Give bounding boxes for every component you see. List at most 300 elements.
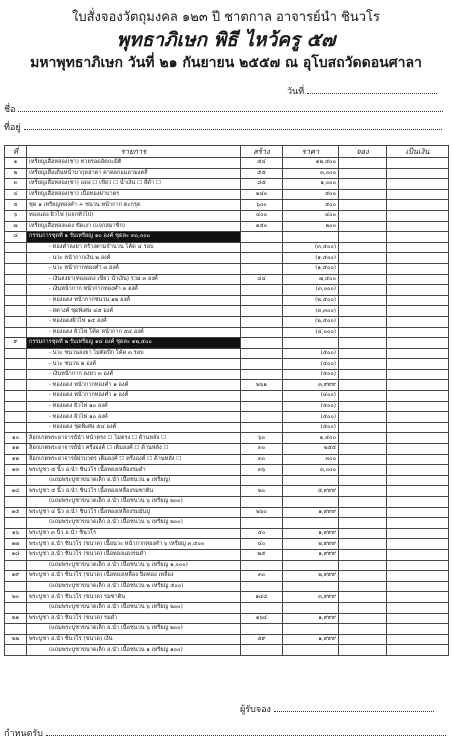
cell-price: (๒,๕๐๐) xyxy=(283,295,339,306)
cell-amount-input[interactable] xyxy=(387,210,449,221)
cell-no: ๑๕ xyxy=(5,507,27,518)
cell-item: พระบูชา ๓ นิ้ว อ.นำ ชินวโร xyxy=(27,528,241,539)
cell-order-input[interactable] xyxy=(339,179,387,190)
table-row xyxy=(5,539,449,550)
cell-item: เหรียญเสือหลอง(ชา) ทวยรอดอัตถะมิติ xyxy=(27,158,241,169)
cell-item: - เงินลงยา(ทองแดง เขียว น้ำเงิน) รวม ๓ องค์ xyxy=(27,274,241,285)
cell-order-input[interactable] xyxy=(339,168,387,179)
cell-order-input[interactable] xyxy=(339,253,387,264)
cell-no: ๑๖ xyxy=(5,528,27,539)
cell-no: ๒๒ xyxy=(5,634,27,645)
receiver-label: ผู้รับจอง xyxy=(240,705,271,715)
table-row xyxy=(5,380,449,391)
cell-no: ๓ xyxy=(5,179,27,190)
cell-item: เหรียญเสือหลอง(ชา) แดง ☐ เขียว ☐ น้ำเงิน ☐ สีดำ ☐ xyxy=(27,179,241,190)
cell-qty xyxy=(241,391,283,402)
cell-order-input[interactable] xyxy=(339,274,387,285)
cell-amount-input[interactable] xyxy=(387,391,449,402)
cell-order-input[interactable] xyxy=(339,549,387,560)
cell-no: ๑๔ xyxy=(5,486,27,497)
cell-qty: ๔๔ xyxy=(241,274,283,285)
cell-item: - ทองแดง ผิวไฟ ๑๐ องค์ xyxy=(27,401,241,412)
cell-amount-input[interactable] xyxy=(387,253,449,264)
cell-amount-input[interactable] xyxy=(387,465,449,476)
cell-item: กรรมการชุดที่ ๒ รับเหรียญ ๑๔ องค์ ชุดละ ๑๒,๕๐๐ xyxy=(27,338,241,349)
cell-order-input[interactable] xyxy=(339,359,387,370)
cell-amount-input[interactable] xyxy=(387,306,449,317)
cell-price: ๓,๐๐๐ xyxy=(283,465,339,476)
cell-price xyxy=(283,624,339,635)
cell-order-input[interactable] xyxy=(339,497,387,508)
cell-amount-input[interactable] xyxy=(387,497,449,508)
cell-price: ๑,๙๙๙ xyxy=(283,528,339,539)
cell-no xyxy=(5,316,27,327)
table-row xyxy=(5,348,449,359)
cell-no xyxy=(5,348,27,359)
cell-item: - สตางค์ ชุดพิเศษ ๔๕ องค์ xyxy=(27,306,241,317)
table-row xyxy=(5,528,449,539)
cell-qty xyxy=(241,285,283,296)
table-row xyxy=(5,316,449,327)
cell-item: - นวะ ชนวน ๒ องค์ xyxy=(27,359,241,370)
cell-amount-input[interactable] xyxy=(387,433,449,444)
cell-amount-input[interactable] xyxy=(387,179,449,190)
cell-order-input[interactable] xyxy=(339,433,387,444)
cell-no xyxy=(5,645,27,656)
cell-qty: ๒๖๑ xyxy=(241,380,283,391)
cell-amount-input[interactable] xyxy=(387,327,449,338)
cell-price: ๑,๐๐๐ xyxy=(283,179,339,190)
cell-price: (๓,๐๐๐) xyxy=(283,285,339,296)
due-input[interactable] xyxy=(46,735,446,736)
cell-no xyxy=(5,497,27,508)
cell-item: (แถมพระบูชาขนาดเล็ก อ.นำ เนื้อชนวน ๖ เหรียญ ๒๐๐) xyxy=(27,602,241,613)
cell-no: ๑๒ xyxy=(5,454,27,465)
date-input[interactable] xyxy=(307,93,437,94)
cell-amount-input[interactable] xyxy=(387,581,449,592)
cell-qty xyxy=(241,316,283,327)
cell-price xyxy=(283,518,339,529)
receiver-field[interactable] xyxy=(240,702,434,716)
cell-no: ๑๘ xyxy=(5,549,27,560)
cell-no: ๘ xyxy=(5,232,27,243)
date-label: วันที่ xyxy=(287,87,305,97)
table-row xyxy=(5,253,449,264)
cell-order-input[interactable] xyxy=(339,465,387,476)
table-row xyxy=(5,285,449,296)
due-field[interactable] xyxy=(4,726,446,740)
cell-price xyxy=(283,475,339,486)
cell-item: (แถมพระบูชาขนาดเล็ก อ.นำ เนื้อชนวน ๖ เหรียญ ๒๐๐) xyxy=(27,497,241,508)
cell-order-input[interactable] xyxy=(339,210,387,221)
table-row xyxy=(5,433,449,444)
cell-price: (๓,๕๐๐) xyxy=(283,242,339,253)
table-row xyxy=(5,613,449,624)
cell-order-input[interactable] xyxy=(339,232,387,243)
table-row xyxy=(5,210,449,221)
table-row xyxy=(5,549,449,560)
cell-order-input[interactable] xyxy=(339,306,387,317)
cell-order-input[interactable] xyxy=(339,454,387,465)
cell-no: ๒๑ xyxy=(5,613,27,624)
cell-order-input[interactable] xyxy=(339,285,387,296)
cell-order-input[interactable] xyxy=(339,401,387,412)
cell-price xyxy=(283,645,339,656)
ceremony-date-line: มหาพุทธาภิเษก วันที่ ๒๑ กันยายน ๒๕๕๗ ณ อุโบสถวัดดอนศาลา xyxy=(30,55,422,71)
cell-amount-input[interactable] xyxy=(387,380,449,391)
table-row xyxy=(5,454,449,465)
cell-amount-input[interactable] xyxy=(387,549,449,560)
cell-amount-input[interactable] xyxy=(387,486,449,497)
table-row xyxy=(5,306,449,317)
cell-price: ๑,๙๙๙ xyxy=(283,507,339,518)
cell-order-input[interactable] xyxy=(339,444,387,455)
cell-price: ๓,๙๙๙ xyxy=(283,380,339,391)
cell-amount-input[interactable] xyxy=(387,359,449,370)
cell-price: ๒,๙๙๙ xyxy=(283,539,339,550)
cell-item: (แถมพระบูชาขนาดเล็ก อ.นำ เนื้อชนวน ๒ เหรียญ ๕๐๐) xyxy=(27,581,241,592)
cell-qty: ๓๐ xyxy=(241,571,283,582)
cell-item: - ทองแดง หน้ากากทองคำ ๑ องค์ xyxy=(27,391,241,402)
cell-price: ๓,๐๐๐ xyxy=(283,168,339,179)
cell-order-input[interactable] xyxy=(339,528,387,539)
cell-order-input[interactable] xyxy=(339,189,387,200)
table-row xyxy=(5,179,449,190)
cell-no xyxy=(5,327,27,338)
cell-qty xyxy=(241,401,283,412)
cell-qty xyxy=(241,306,283,317)
cell-order-input[interactable] xyxy=(339,518,387,529)
cell-order-input[interactable] xyxy=(339,327,387,338)
cell-order-input[interactable] xyxy=(339,369,387,380)
cell-order-input[interactable] xyxy=(339,486,387,497)
cell-price: ๕๐๐ xyxy=(283,189,339,200)
cell-item: (แถมพระบูชาขนาดเล็ก อ.นำ เนื้อชนวน ๖ เหรียญ ๒๐๐) xyxy=(27,518,241,529)
cell-no xyxy=(5,602,27,613)
cell-amount-input[interactable] xyxy=(387,412,449,423)
cell-amount-input[interactable] xyxy=(387,263,449,274)
cell-item: - เงินหน้ากาก ลงยา ๓ องค์ xyxy=(27,369,241,380)
cell-item: - ทองแดง ผิวไฟ โค้ด หน้ากาก ๕๔ องค์ xyxy=(27,327,241,338)
cell-order-input[interactable] xyxy=(339,581,387,592)
cell-amount-input[interactable] xyxy=(387,645,449,656)
table-row xyxy=(5,168,449,179)
cell-qty: ๘๕ xyxy=(241,179,283,190)
cell-amount-input[interactable] xyxy=(387,285,449,296)
cell-amount-input[interactable] xyxy=(387,242,449,253)
form-title: ใบสั่งจองวัตถุมงคล ๑๒๓ ปี ชาตกาล อาจารย์นำ ชินวโร xyxy=(72,10,380,25)
cell-no xyxy=(5,263,27,274)
cell-amount-input[interactable] xyxy=(387,602,449,613)
cell-qty xyxy=(241,359,283,370)
cell-price: ๑๒,๕๐๐ xyxy=(283,158,339,169)
cell-price: ๑,๙๙๙ xyxy=(283,549,339,560)
table-row xyxy=(5,444,449,455)
cell-item: (แถมพระบูชาขนาดเล็ก อ.นำ เนื้อชนวน ๑ เหรียญ ๑๐๐) xyxy=(27,645,241,656)
cell-price xyxy=(283,581,339,592)
cell-qty: ๒๖๐ xyxy=(241,507,283,518)
cell-order-input[interactable] xyxy=(339,602,387,613)
table-row xyxy=(5,422,449,433)
cell-qty xyxy=(241,369,283,380)
table-row xyxy=(5,327,449,338)
table-row xyxy=(5,507,449,518)
cell-amount-input[interactable] xyxy=(387,168,449,179)
cell-order-input[interactable] xyxy=(339,645,387,656)
cell-item: - นวะ หน้ากากเงิน ๒ องค์ xyxy=(27,253,241,264)
table-row xyxy=(5,412,449,423)
cell-price: (๒,๕๐๐) xyxy=(283,316,339,327)
table-row xyxy=(5,518,449,529)
cell-amount-input[interactable] xyxy=(387,221,449,232)
ceremony-title: พุทธาภิเษก พิธี ไหว้ครู ๕๗ xyxy=(116,29,336,51)
cell-order-input[interactable] xyxy=(339,560,387,571)
cell-item: ล็อกเกตพระอาจารย์นำ ครึ่งองค์ ☐ เต็มองค์ ☐ ด้านหลัง ☐ xyxy=(27,444,241,455)
cell-qty: ๖๐๐ xyxy=(241,200,283,211)
cell-amount-input[interactable] xyxy=(387,401,449,412)
cell-no xyxy=(5,253,27,264)
cell-price: ๑,๙๙๙ xyxy=(283,613,339,624)
cell-amount-input[interactable] xyxy=(387,274,449,285)
cell-amount-input[interactable] xyxy=(387,158,449,169)
cell-order-input[interactable] xyxy=(339,348,387,359)
cell-price: (๔๐๐) xyxy=(283,391,339,402)
col-no: ที่ xyxy=(5,146,27,158)
cell-order-input[interactable] xyxy=(339,412,387,423)
cell-amount-input[interactable] xyxy=(387,560,449,571)
cell-qty xyxy=(241,422,283,433)
cell-qty: ๔๐๐ xyxy=(241,210,283,221)
cell-price: (๑,๕๐๐) xyxy=(283,263,339,274)
cell-item: พระบูชา ๕ นิ้ว อ.นำ ชินวโร เนื้อทองเหลืองรมดำ xyxy=(27,465,241,476)
cell-item: - ทองคำลงยา สร้างตามจำนวน โค้ด ๔ รอบ xyxy=(27,242,241,253)
cell-amount-input[interactable] xyxy=(387,634,449,645)
cell-qty xyxy=(241,412,283,423)
cell-order-input[interactable] xyxy=(339,613,387,624)
cell-order-input[interactable] xyxy=(339,316,387,327)
cell-item: พระบูชา อ.นำ ชินวโร (ขนาด) รมดำ xyxy=(27,613,241,624)
date-field[interactable] xyxy=(287,84,437,98)
address-label: ที่อยู่ xyxy=(4,123,21,133)
table-row xyxy=(5,359,449,370)
name-field[interactable] xyxy=(4,102,443,116)
cell-qty xyxy=(241,518,283,529)
cell-price: ๑,๙๙๙ xyxy=(283,634,339,645)
table-header xyxy=(5,146,449,158)
cell-order-input[interactable] xyxy=(339,507,387,518)
cell-item: (แถมพระบูชาขนาดเล็ก อ.นำ เนื้อชนวน ๖ เหรียญ ๑,๐๐๐) xyxy=(27,560,241,571)
cell-order-input[interactable] xyxy=(339,634,387,645)
cell-qty: ๑๔๐ xyxy=(241,189,283,200)
cell-item: เหรียญเสือทองแดง ขัดเงา (แจกสมาชิก) xyxy=(27,221,241,232)
order-table xyxy=(4,145,449,656)
col-order: จอง xyxy=(339,146,387,158)
cell-item: (แถมพระบูชาขนาดเล็ก อ.นำ เนื้อชนวน ๖ เหรียญ ๒๐๐) xyxy=(27,624,241,635)
cell-qty xyxy=(241,497,283,508)
table-row xyxy=(5,486,449,497)
cell-qty: ๕๕ xyxy=(241,168,283,179)
cell-qty: ๔๐ xyxy=(241,539,283,550)
col-qty: สร้าง xyxy=(241,146,283,158)
table-row xyxy=(5,401,449,412)
cell-item: ทองแดง ผิวไฟ (แจกทั่วไป) xyxy=(27,210,241,221)
cell-price: ๔๐๐ xyxy=(283,210,339,221)
cell-amount-input[interactable] xyxy=(387,528,449,539)
cell-amount-input[interactable] xyxy=(387,592,449,603)
cell-no: ๑๓ xyxy=(5,465,27,476)
table-row xyxy=(5,645,449,656)
cell-item: เหรียญเสือเดินหน้าบากุดฮาดา ตาคอกอมอามงคลี xyxy=(27,168,241,179)
table-section-row xyxy=(5,338,449,349)
cell-qty xyxy=(241,602,283,613)
cell-qty: ๓๐ xyxy=(241,454,283,465)
cell-qty: ๓๖ xyxy=(241,465,283,476)
address-input[interactable] xyxy=(24,129,442,130)
cell-item: ชุด ๑ เหรียญทองคำ + ชนวน หน้ากาก ตะกรุด xyxy=(27,200,241,211)
cell-price: (๔,๐๐๐) xyxy=(283,327,339,338)
cell-item: - เงินหน้ากาก หน้ากากทองคำ ๓ องค์ xyxy=(27,285,241,296)
cell-price: ๕,๙๙๙ xyxy=(283,486,339,497)
cell-amount-input[interactable] xyxy=(387,422,449,433)
table-row xyxy=(5,475,449,486)
cell-amount-input[interactable] xyxy=(387,200,449,211)
cell-no: ๗ xyxy=(5,221,27,232)
cell-item: พระบูชา อ.นำ ชินวโร (ขนาด) รมซาติน xyxy=(27,592,241,603)
cell-amount-input[interactable] xyxy=(387,316,449,327)
table-row xyxy=(5,571,449,582)
cell-price xyxy=(283,497,339,508)
cell-order-input[interactable] xyxy=(339,158,387,169)
cell-qty xyxy=(241,242,283,253)
address-field[interactable] xyxy=(4,120,442,134)
cell-qty: ๒๕ xyxy=(241,549,283,560)
cell-no xyxy=(5,518,27,529)
due-label: กำหนดรับ xyxy=(4,729,43,739)
cell-item: - ทองแดง หน้ากากทองคำ ๑ องค์ xyxy=(27,380,241,391)
table-row xyxy=(5,200,449,211)
cell-no xyxy=(5,401,27,412)
cell-amount-input[interactable] xyxy=(387,571,449,582)
table-row xyxy=(5,158,449,169)
cell-amount-input[interactable] xyxy=(387,613,449,624)
cell-no xyxy=(5,380,27,391)
table-row xyxy=(5,369,449,380)
cell-no xyxy=(5,359,27,370)
cell-no xyxy=(5,242,27,253)
cell-no xyxy=(5,581,27,592)
receiver-input[interactable] xyxy=(274,711,434,712)
cell-item: - ทองแดง ผิวไฟ ๑๐ องค์ xyxy=(27,412,241,423)
cell-no xyxy=(5,422,27,433)
cell-price: (๕๐๐) xyxy=(283,422,339,433)
cell-item: - ทองแดงผิวไฟ ๑๕ องค์ xyxy=(27,316,241,327)
cell-no xyxy=(5,412,27,423)
cell-amount-input[interactable] xyxy=(387,518,449,529)
cell-amount-input[interactable] xyxy=(387,232,449,243)
cell-no: ๑ xyxy=(5,158,27,169)
cell-order-input[interactable] xyxy=(339,592,387,603)
cell-amount-input[interactable] xyxy=(387,189,449,200)
cell-no: ๒ xyxy=(5,168,27,179)
cell-order-input[interactable] xyxy=(339,263,387,274)
cell-order-input[interactable] xyxy=(339,539,387,550)
cell-no xyxy=(5,274,27,285)
cell-amount-input[interactable] xyxy=(387,338,449,349)
cell-item: (แถมพระบูชาขนาดเล็ก อ.นำ เนื้อชนวน ๑ เหรียญ) xyxy=(27,475,241,486)
cell-amount-input[interactable] xyxy=(387,295,449,306)
cell-no xyxy=(5,560,27,571)
cell-amount-input[interactable] xyxy=(387,348,449,359)
cell-item: พระบูชา อ.นำ ชินวโร (ขนาด) เงิน xyxy=(27,634,241,645)
cell-qty: ๕๐ xyxy=(241,528,283,539)
cell-item: พระบูชา ๔ นิ้ว อ.นำ ชินวโร เนื้อทองเหลืองรมมันปู xyxy=(27,507,241,518)
cell-order-input[interactable] xyxy=(339,295,387,306)
cell-qty xyxy=(241,624,283,635)
cell-order-input[interactable] xyxy=(339,422,387,433)
cell-no: ๑๙ xyxy=(5,571,27,582)
cell-item: ล็อกเกตพระอาจารย์ฝาบาตร เต็มองค์ ☐ ครึ่งองค์ ☐ ด้านหลัง ☐ xyxy=(27,454,241,465)
cell-order-input[interactable] xyxy=(339,221,387,232)
name-input[interactable] xyxy=(18,111,443,112)
cell-price xyxy=(283,338,339,349)
cell-order-input[interactable] xyxy=(339,571,387,582)
cell-order-input[interactable] xyxy=(339,391,387,402)
cell-amount-input[interactable] xyxy=(387,507,449,518)
name-label: ชื่อ xyxy=(4,105,16,115)
table-row xyxy=(5,634,449,645)
cell-item: ล็อกเกตพระอาจารย์นำ หน้าตรง ☐ ไม่ตรง ☐ ด้านหลัง ☐ xyxy=(27,433,241,444)
cell-price: ๒๐๐ xyxy=(283,221,339,232)
cell-amount-input[interactable] xyxy=(387,624,449,635)
cell-order-input[interactable] xyxy=(339,380,387,391)
cell-order-input[interactable] xyxy=(339,200,387,211)
cell-qty: ๕๙ xyxy=(241,634,283,645)
table-row xyxy=(5,274,449,285)
cell-order-input[interactable] xyxy=(339,624,387,635)
cell-price: (๕๐๐) xyxy=(283,348,339,359)
cell-price: (๕๐๐) xyxy=(283,369,339,380)
table-row xyxy=(5,263,449,274)
cell-qty xyxy=(241,253,283,264)
cell-order-input[interactable] xyxy=(339,242,387,253)
cell-amount-input[interactable] xyxy=(387,444,449,455)
cell-qty xyxy=(241,645,283,656)
cell-item: พระบูชา ๕ นิ้ว อ.นำ ชินวโร เนื้อทองเหลืองรมซาติน xyxy=(27,486,241,497)
cell-price: (๕๐๐) xyxy=(283,401,339,412)
cell-no xyxy=(5,624,27,635)
table-section-row xyxy=(5,232,449,243)
cell-amount-input[interactable] xyxy=(387,539,449,550)
table-row xyxy=(5,295,449,306)
cell-price xyxy=(283,560,339,571)
cell-no xyxy=(5,369,27,380)
cell-no xyxy=(5,285,27,296)
cell-order-input[interactable] xyxy=(339,475,387,486)
cell-amount-input[interactable] xyxy=(387,369,449,380)
table-row xyxy=(5,602,449,613)
table-row xyxy=(5,624,449,635)
cell-amount-input[interactable] xyxy=(387,475,449,486)
cell-item: - นวะ ชนวนลงยา ไม่ตัดปีก โค้ด ๓ รอบ xyxy=(27,348,241,359)
cell-amount-input[interactable] xyxy=(387,454,449,465)
cell-no: ๑๑ xyxy=(5,444,27,455)
cell-price: (๓,๓๐๐) xyxy=(283,306,339,317)
table-row xyxy=(5,560,449,571)
table-row xyxy=(5,242,449,253)
table-row xyxy=(5,497,449,508)
cell-order-input[interactable] xyxy=(339,338,387,349)
table-row xyxy=(5,189,449,200)
